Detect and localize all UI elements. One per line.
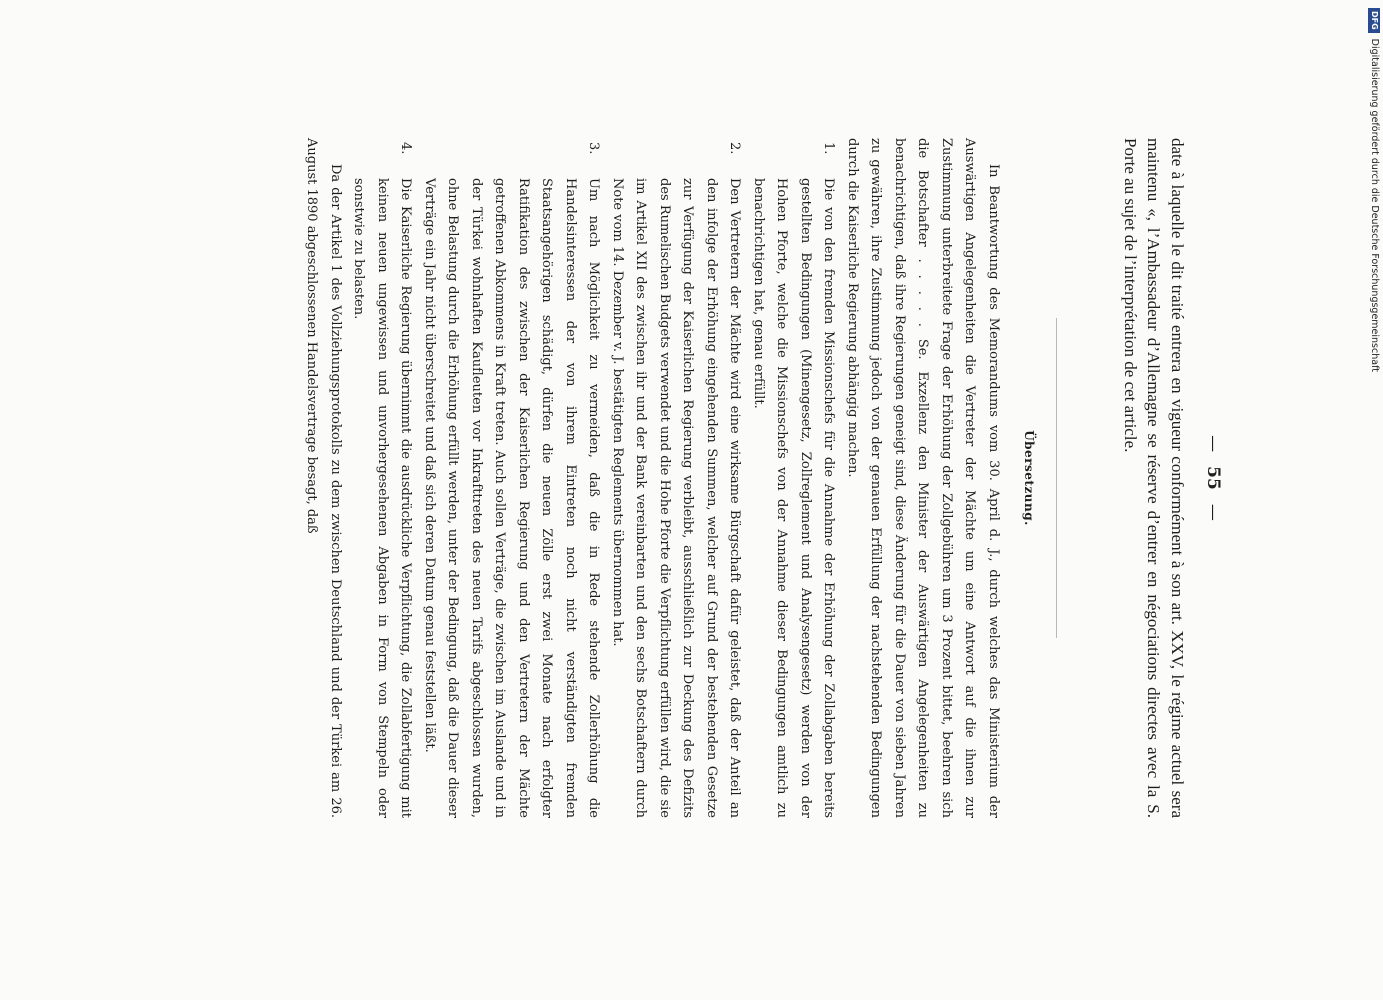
dfg-credit-text: Digitalisierung gefördert durch die Deutsche Forschungsgemeinschaft [1369, 38, 1380, 372]
page-number: 55 [1203, 466, 1223, 490]
closing-paragraph: Da der Artikel 1 des Vollziehungsprotokolls zu dem zwischen Deutschland und der Türkei am 26. August 1890 abgeschlossenen Handelsvertrage besagt, daß [304, 138, 343, 818]
list-item-number: 3. [586, 142, 602, 155]
header-dash-left: — [1203, 435, 1223, 453]
section-divider [1056, 318, 1057, 638]
document-page [137, 138, 1223, 818]
list-item-1 [747, 138, 841, 818]
intro-paragraph: In Beantwortung des Memorandums vom 30. April d. J., durch welches das Ministerium der Auswärtigen Angelegenheiten die Vertreter der Mächte um eine Antwort auf die ihnen zur Zustimmung unterbreitete Frage der Erhöhung der Zollgebühren um 3 Prozent bittet, beehren sich die Botschafter . . . . . Se. Exzellenz den Minister der Auswärtigen Angelegenheiten zu benachrichtigen, daß ihre Regierungen geneigt sind, diese Änderung für die Dauer von sieben Jahren zu gewähren, ihre Zustimmung jedoch von der genauen Erfüllung der nachstehenden Bedingungen durch die Kaiserliche Regierung abhängig machen. [845, 138, 1001, 818]
list-item-text: Die von den fremden Missionschefs für die Annahme der Erhöhung der Zollabgaben bereits gestellten Bedingungen (Minengesetz, Zollreglement und Analysengesetz) werden von der Hohen Pforte, welche die Missionschefs von der Annahme dieser Bedingungen amtlich zu benachrichtigen hat, genau erfüllt. [751, 178, 837, 818]
dfg-credit [1368, 8, 1380, 372]
list-item-text: Die Kaiserliche Regierung übernimmt die ausdrückliche Verpflichtung, die Zollabfertigung mit keinen neuen ungewissen und unvorhergesehenen Abgaben in Form von Stempeln oder sonstwie zu belasten. [351, 178, 414, 818]
dfg-credit-strip [1362, 8, 1382, 1000]
german-translation [300, 138, 1005, 818]
list-item-number: 4. [398, 142, 414, 155]
page-header [1203, 138, 1223, 818]
header-dash-right: — [1203, 503, 1223, 521]
list-item-2 [606, 138, 747, 818]
list-item-text: Den Vertretern der Mächte wird eine wirksame Bürgschaft dafür geleistet, daß der Anteil an den infolge der Erhöhung eingehenden Summen, welcher auf Grund der bestehenden Gesetze zur Verfügung der Kaiserlichen Regierung verbleibt, ausschließlich zur Deckung des Defizits des Rumelischen Budgets verwendet und die Hohe Pforte die Verpflichtung erfüllen wird, die sie im Artikel XII des zwischen ihr und der Bank vereinbarten und den sechs Botschaftern durch Note vom 14. Dezember v. J. bestätigten Reglements übernommen hat. [610, 178, 743, 818]
french-paragraph: date à laquelle le dit traité entrera en vigueur conformément à son art. XXV, le régime actuel sera maintenu «, l’Ambassadeur d’Allemagne se réserve d’entrer en négociations directes avec la S. Porte au sujet de l’interprétation de cet article. [1120, 138, 1187, 818]
translation-title: Übersetzung. [1022, 430, 1036, 526]
list-item-3 [418, 138, 606, 818]
list-item-4 [347, 138, 418, 818]
list-item-number: 2. [727, 142, 743, 155]
dfg-logo: DFG [1368, 8, 1380, 33]
list-item-text: Um nach Möglichkeit zu vermeiden, daß die in Rede stehende Zollerhöhung die Handelsinteressen der von ihrem Eintreten noch nicht verständigten fremden Staatsangehörigen schädigt, dürfen die neuen Zölle erst zwei Monate nach erfolgter Ratifikation des zwischen der Kaiserlichen Regierung und den Vertretern der Mächte getroffenen Abkommens in Kraft treten. Auch sollen Verträge, die zwischen im Auslande und in der Türkei wohnhaften Kaufleuten vor Inkrafttreten des neuen Tarifs abgeschlossen wurden, ohne Belastung durch die Erhöhung erfüllt werden, unter der Bedingung, daß die Dauer dieser Verträge ein Jahr nicht überschreitet und daß sich deren Datum genau feststellen läßt. [422, 178, 602, 818]
list-item-number: 1. [821, 142, 837, 155]
